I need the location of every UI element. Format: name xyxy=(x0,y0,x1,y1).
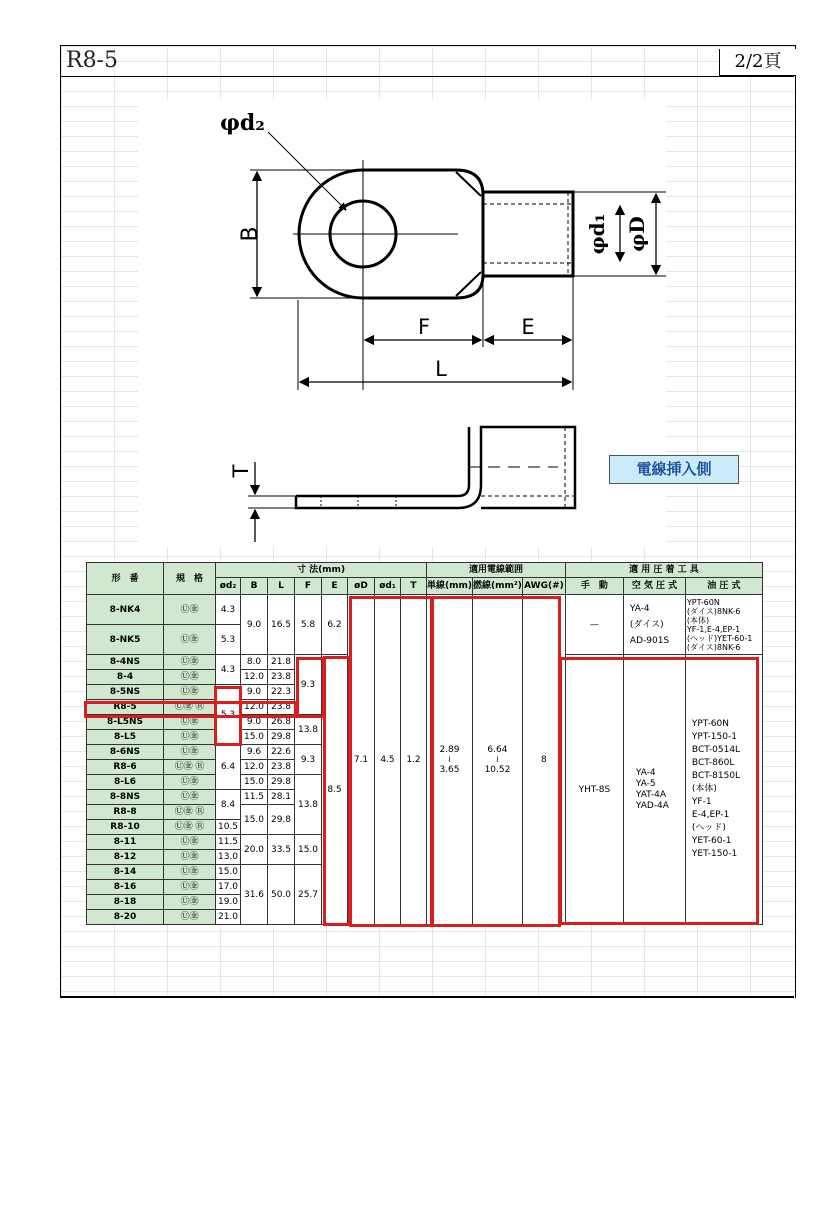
cell-d2: 21.0 xyxy=(216,910,241,925)
cell-F: 15.0 xyxy=(295,835,322,865)
pneu-nk-line: AD-901S xyxy=(629,635,670,646)
th-col: ød₂ xyxy=(216,578,241,595)
cell-standard: Ⓤ㊎ xyxy=(164,685,216,700)
cell-F: 25.7 xyxy=(295,865,322,925)
cell-standard: Ⓤ㊎ xyxy=(164,880,216,895)
th-col: B xyxy=(241,578,268,595)
cell-standard: Ⓤ㊎ xyxy=(164,895,216,910)
cell-model: R8-6 xyxy=(87,760,164,775)
th-col: ød₁ xyxy=(375,578,401,595)
hyd-line: (本体) xyxy=(691,784,717,794)
cell-model: 8-L6 xyxy=(87,775,164,790)
hyd-line: YET-150-1 xyxy=(691,849,738,859)
cell-L: 33.5 xyxy=(268,835,295,865)
cell-model: 8-NK4 xyxy=(87,595,164,625)
cell-d2: 13.0 xyxy=(216,850,241,865)
cell-manual-nk: — xyxy=(565,595,623,655)
hyd-nk-line: (ヘッド)YET-60-1 xyxy=(686,633,753,643)
cell-model: 8-L5NS xyxy=(87,715,164,730)
th-col: F xyxy=(295,578,322,595)
cell-model: 8-8NS xyxy=(87,790,164,805)
cell-d2: 10.5 xyxy=(216,820,241,835)
cell-pneumatic xyxy=(623,655,685,925)
cell-B: 15.0 xyxy=(241,775,268,790)
cell-d2: 5.3 xyxy=(216,625,241,655)
cell-L: 22.6 xyxy=(268,745,295,760)
cell-L: 16.5 xyxy=(268,595,295,655)
label-T: T xyxy=(229,464,253,478)
strand-max: 10.52 xyxy=(484,764,511,775)
hyd-line: E-4,EP-1 xyxy=(691,810,730,820)
cell-d2: 8.4 xyxy=(216,790,241,820)
bottom-rule xyxy=(60,996,794,998)
cell-F: 9.3 xyxy=(295,655,322,715)
cell-model: 8-12 xyxy=(87,850,164,865)
solid-max: 3.65 xyxy=(439,764,460,775)
th-col: 撚線(mm²) xyxy=(472,578,522,595)
cell-standard: Ⓤ㊎ Ⓡ xyxy=(164,805,216,820)
cell-d2: 17.0 xyxy=(216,880,241,895)
th-col: AWG(#) xyxy=(522,578,565,595)
cell-d2: 4.3 xyxy=(216,655,241,685)
cell-model: 8-18 xyxy=(87,895,164,910)
th-col: 単線(mm) xyxy=(427,578,473,595)
cell-model: 8-16 xyxy=(87,880,164,895)
cell-model: 8-NK5 xyxy=(87,625,164,655)
label-d2: φd₂ xyxy=(220,110,265,136)
cell-F: 5.8 xyxy=(295,595,322,655)
spec-table xyxy=(86,562,763,925)
cell-d2: 19.0 xyxy=(216,895,241,910)
cell-standard: Ⓤ㊎ xyxy=(164,715,216,730)
cell-E: 6.2 xyxy=(322,595,348,655)
cell-standard: Ⓤ㊎ xyxy=(164,730,216,745)
th-col: øD xyxy=(348,578,375,595)
cell-F: 13.8 xyxy=(295,775,322,835)
cell-B: 12.0 xyxy=(241,760,268,775)
cell-L: 29.8 xyxy=(268,805,295,835)
solid-tilde: ≀ xyxy=(447,754,452,765)
terminal-drawing xyxy=(138,100,666,547)
cell-model: 8-L5 xyxy=(87,730,164,745)
cell-L: 29.8 xyxy=(268,775,295,790)
th-col: L xyxy=(268,578,295,595)
th-col: T xyxy=(401,578,427,595)
hyd-nk-line: (ダイス)8NK-6 xyxy=(686,606,741,616)
header-rule xyxy=(60,76,794,77)
th-model: 形 番 xyxy=(87,563,164,595)
cell-model: R8-8 xyxy=(87,805,164,820)
cell-B: 12.0 xyxy=(241,670,268,685)
cell-model: 8-6NS xyxy=(87,745,164,760)
cell-standard: Ⓤ㊎ Ⓡ xyxy=(164,820,216,835)
strand-min: 6.64 xyxy=(487,744,508,755)
cell-F: 9.3 xyxy=(295,745,322,775)
strand-tilde: ≀ xyxy=(495,754,500,765)
hyd-line: BCT-860L xyxy=(691,758,735,768)
cell-standard: Ⓤ㊎ xyxy=(164,670,216,685)
th-tools: 適 用 圧 着 工 具 xyxy=(565,563,762,578)
th-col: 手 動 xyxy=(565,578,623,595)
cell-L: 50.0 xyxy=(268,865,295,925)
cell-standard: Ⓤ㊎ xyxy=(164,595,216,625)
cell-B: 9.0 xyxy=(241,595,268,655)
hyd-line: YPT-150-1 xyxy=(691,732,737,742)
cell-d2: 5.3 xyxy=(216,685,241,745)
cell-manual: YHT-8S xyxy=(565,655,623,925)
cell-hydraulic xyxy=(685,655,762,925)
cell-standard: Ⓤ㊎ xyxy=(164,655,216,670)
cell-model: 8-14 xyxy=(87,865,164,880)
label-d1: φd₁ xyxy=(585,213,609,255)
cell-B: 20.0 xyxy=(241,835,268,865)
solid-min: 2.89 xyxy=(439,744,460,755)
pneu-line: YAD-4A xyxy=(635,800,669,811)
cell-standard: Ⓤ㊎ xyxy=(164,835,216,850)
cell-d2: 15.0 xyxy=(216,865,241,880)
th-standard: 規 格 xyxy=(164,563,216,595)
cell-B: 15.0 xyxy=(241,730,268,745)
th-wire-range: 適用電線範囲 xyxy=(427,563,566,578)
cell-T: 1.2 xyxy=(401,595,427,925)
cell-B: 15.0 xyxy=(241,805,268,835)
label-B: B xyxy=(238,226,263,242)
cell-L: 28.1 xyxy=(268,790,295,805)
cell-standard: Ⓤ㊎ Ⓡ xyxy=(164,700,216,715)
cell-D: 7.1 xyxy=(348,595,375,925)
cell-d2: 4.3 xyxy=(216,595,241,625)
cell-standard: Ⓤ㊎ xyxy=(164,775,216,790)
wire-insertion-side-label: 電線挿入側 xyxy=(609,455,739,484)
cell-B: 9.6 xyxy=(241,745,268,760)
cell-model: 8-11 xyxy=(87,835,164,850)
cell-standard: Ⓤ㊎ xyxy=(164,625,216,655)
cell-standard: Ⓤ㊎ xyxy=(164,790,216,805)
cell-E: 8.5 xyxy=(322,655,348,925)
label-L: L xyxy=(435,357,447,381)
hyd-line: YET-60-1 xyxy=(691,836,732,846)
cell-d2: 11.5 xyxy=(216,835,241,850)
cell-standard: Ⓤ㊎ xyxy=(164,865,216,880)
cell-pneumatic-nk xyxy=(623,595,685,655)
cell-L: 29.8 xyxy=(268,730,295,745)
cell-B: 8.0 xyxy=(241,655,268,670)
cell-F: 13.8 xyxy=(295,715,322,745)
hyd-line: YPT-60N xyxy=(691,719,729,729)
cell-B: 9.0 xyxy=(241,715,268,730)
th-col: 油 圧 式 xyxy=(685,578,762,595)
cell-L: 26.8 xyxy=(268,715,295,730)
cell-standard: Ⓤ㊎ xyxy=(164,745,216,760)
cell-standard: Ⓤ㊎ Ⓡ xyxy=(164,760,216,775)
cell-L: 23.8 xyxy=(268,670,295,685)
cell-strand-range xyxy=(472,595,522,925)
cell-B: 12.0 xyxy=(241,700,268,715)
cell-d2: 6.4 xyxy=(216,745,241,790)
cell-model: 8-5NS xyxy=(87,685,164,700)
cell-hydraulic-nk xyxy=(685,595,762,655)
cell-model: 8-4 xyxy=(87,670,164,685)
hyd-nk-line: (本体) xyxy=(686,615,710,625)
cell-L: 23.8 xyxy=(268,760,295,775)
cell-awg: 8 xyxy=(522,595,565,925)
cell-L: 22.3 xyxy=(268,685,295,700)
cell-L: 21.8 xyxy=(268,655,295,670)
hyd-line: (ヘッド) xyxy=(691,823,726,833)
pneu-line: YA-5 xyxy=(635,778,656,789)
cell-B: 9.0 xyxy=(241,685,268,700)
hyd-line: BCT-8150L xyxy=(691,771,741,781)
cell-solid-range xyxy=(427,595,473,925)
cell-B: 11.5 xyxy=(241,790,268,805)
page-number: 2/2頁 xyxy=(719,49,796,76)
hyd-nk-line: YPT-60N xyxy=(686,597,720,607)
label-D: φD xyxy=(625,216,649,252)
th-col: 空 気 圧 式 xyxy=(623,578,685,595)
hyd-nk-line: YF-1,E-4,EP-1 xyxy=(686,624,741,634)
hyd-nk-line: (ダイス)8NK-6 xyxy=(686,642,741,652)
pneu-line: YAT-4A xyxy=(635,789,666,800)
cell-L: 23.8 xyxy=(268,700,295,715)
cell-model: 8-20 xyxy=(87,910,164,925)
pneu-line: YA-4 xyxy=(635,767,656,778)
hyd-line: BCT-0514L xyxy=(691,745,741,755)
cell-standard: Ⓤ㊎ xyxy=(164,910,216,925)
th-dims: 寸 法(mm) xyxy=(216,563,427,578)
hyd-line: YF-1 xyxy=(691,797,712,807)
cell-d1: 4.5 xyxy=(375,595,401,925)
label-F: F xyxy=(417,315,431,339)
cell-model: 8-4NS xyxy=(87,655,164,670)
cell-B: 31.6 xyxy=(241,865,268,925)
terminal-diagram xyxy=(138,100,666,547)
label-E: E xyxy=(521,315,535,339)
cell-model: R8-5 xyxy=(87,700,164,715)
cell-model: R8-10 xyxy=(87,820,164,835)
page-title: R8-5 xyxy=(66,48,118,73)
pneu-nk-line: YA-4 xyxy=(629,603,650,614)
cell-standard: Ⓤ㊎ xyxy=(164,850,216,865)
th-col: E xyxy=(322,578,348,595)
pneu-nk-line: (ダイス) xyxy=(629,619,664,630)
